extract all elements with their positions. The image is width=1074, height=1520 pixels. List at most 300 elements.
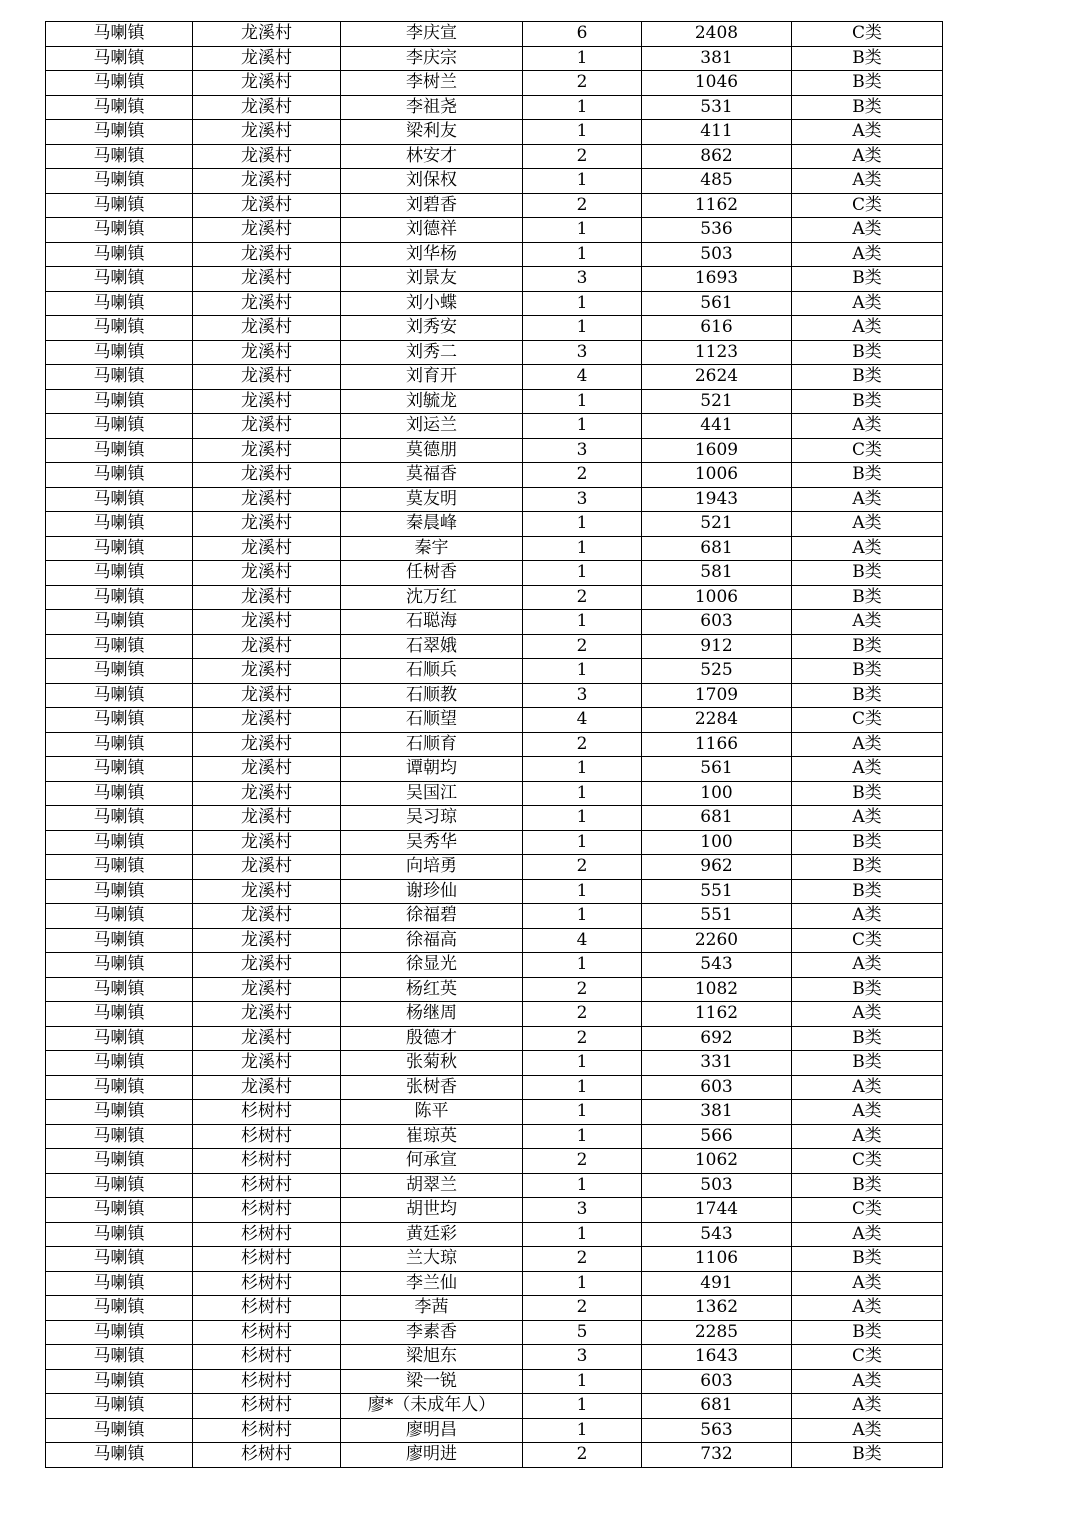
- household-size-cell: 2: [523, 1296, 642, 1321]
- table-row: [46, 1320, 943, 1345]
- household-size-cell: 2: [523, 1247, 642, 1272]
- amount-cell: 912: [642, 634, 792, 659]
- household-size-cell: 4: [523, 928, 642, 953]
- category-cell: C类: [792, 1345, 943, 1370]
- household-size-cell: 1: [523, 830, 642, 855]
- name-cell: 莫德朋: [341, 438, 523, 463]
- table-row: [46, 340, 943, 365]
- town-cell: 马喇镇: [46, 487, 193, 512]
- village-cell: 杉树村: [193, 1198, 341, 1223]
- amount-cell: 732: [642, 1443, 792, 1468]
- name-cell: 廖明昌: [341, 1418, 523, 1443]
- village-cell: 龙溪村: [193, 830, 341, 855]
- household-size-cell: 1: [523, 291, 642, 316]
- village-cell: 龙溪村: [193, 71, 341, 96]
- table-row: [46, 316, 943, 341]
- table-row: [46, 1296, 943, 1321]
- name-cell: 梁旭东: [341, 1345, 523, 1370]
- village-cell: 龙溪村: [193, 1051, 341, 1076]
- category-cell: B类: [792, 340, 943, 365]
- household-size-cell: 1: [523, 218, 642, 243]
- town-cell: 马喇镇: [46, 1222, 193, 1247]
- table-row: [46, 634, 943, 659]
- category-cell: C类: [792, 193, 943, 218]
- name-cell: 任树香: [341, 561, 523, 586]
- name-cell: 谢珍仙: [341, 879, 523, 904]
- category-cell: B类: [792, 659, 943, 684]
- amount-cell: 603: [642, 610, 792, 635]
- town-cell: 马喇镇: [46, 1026, 193, 1051]
- household-size-cell: 1: [523, 512, 642, 537]
- town-cell: 马喇镇: [46, 193, 193, 218]
- category-cell: A类: [792, 1222, 943, 1247]
- table-row: [46, 1198, 943, 1223]
- household-size-cell: 1: [523, 757, 642, 782]
- household-size-cell: 3: [523, 487, 642, 512]
- table-row: [46, 953, 943, 978]
- village-cell: 龙溪村: [193, 928, 341, 953]
- name-cell: 胡翠兰: [341, 1173, 523, 1198]
- household-size-cell: 2: [523, 1002, 642, 1027]
- name-cell: 刘保权: [341, 169, 523, 194]
- amount-cell: 1046: [642, 71, 792, 96]
- table-row: [46, 928, 943, 953]
- amount-cell: 1166: [642, 732, 792, 757]
- amount-cell: 692: [642, 1026, 792, 1051]
- town-cell: 马喇镇: [46, 1002, 193, 1027]
- village-cell: 龙溪村: [193, 855, 341, 880]
- table-row: [46, 659, 943, 684]
- village-cell: 杉树村: [193, 1100, 341, 1125]
- village-cell: 龙溪村: [193, 267, 341, 292]
- table-row: [46, 1369, 943, 1394]
- household-size-cell: 1: [523, 806, 642, 831]
- household-size-cell: 4: [523, 708, 642, 733]
- village-cell: 龙溪村: [193, 365, 341, 390]
- town-cell: 马喇镇: [46, 95, 193, 120]
- name-cell: 刘秀二: [341, 340, 523, 365]
- name-cell: 刘育开: [341, 365, 523, 390]
- town-cell: 马喇镇: [46, 71, 193, 96]
- name-cell: 张菊秋: [341, 1051, 523, 1076]
- name-cell: 李祖尧: [341, 95, 523, 120]
- amount-cell: 1693: [642, 267, 792, 292]
- household-size-cell: 1: [523, 781, 642, 806]
- category-cell: B类: [792, 683, 943, 708]
- amount-cell: 536: [642, 218, 792, 243]
- name-cell: 廖明进: [341, 1443, 523, 1468]
- village-cell: 龙溪村: [193, 120, 341, 145]
- amount-cell: 503: [642, 1173, 792, 1198]
- village-cell: 龙溪村: [193, 95, 341, 120]
- household-size-cell: 2: [523, 732, 642, 757]
- household-size-cell: 1: [523, 610, 642, 635]
- table-row: [46, 732, 943, 757]
- category-cell: B类: [792, 830, 943, 855]
- town-cell: 马喇镇: [46, 46, 193, 71]
- village-cell: 龙溪村: [193, 659, 341, 684]
- village-cell: 杉树村: [193, 1345, 341, 1370]
- town-cell: 马喇镇: [46, 1247, 193, 1272]
- category-cell: C类: [792, 22, 943, 47]
- name-cell: 刘碧香: [341, 193, 523, 218]
- table-row: [46, 512, 943, 537]
- village-cell: 杉树村: [193, 1394, 341, 1419]
- village-cell: 杉树村: [193, 1271, 341, 1296]
- name-cell: 向培勇: [341, 855, 523, 880]
- household-size-cell: 1: [523, 561, 642, 586]
- name-cell: 张树香: [341, 1075, 523, 1100]
- amount-cell: 563: [642, 1418, 792, 1443]
- town-cell: 马喇镇: [46, 855, 193, 880]
- village-cell: 龙溪村: [193, 977, 341, 1002]
- category-cell: A类: [792, 1296, 943, 1321]
- table-row: [46, 120, 943, 145]
- amount-cell: 381: [642, 1100, 792, 1125]
- table-row: [46, 757, 943, 782]
- town-cell: 马喇镇: [46, 953, 193, 978]
- amount-cell: 381: [642, 46, 792, 71]
- table-row: [46, 1026, 943, 1051]
- household-size-cell: 1: [523, 389, 642, 414]
- town-cell: 马喇镇: [46, 1345, 193, 1370]
- town-cell: 马喇镇: [46, 1320, 193, 1345]
- town-cell: 马喇镇: [46, 242, 193, 267]
- village-cell: 龙溪村: [193, 585, 341, 610]
- household-size-cell: 1: [523, 1418, 642, 1443]
- household-size-cell: 1: [523, 46, 642, 71]
- amount-cell: 603: [642, 1369, 792, 1394]
- category-cell: C类: [792, 438, 943, 463]
- household-size-cell: 1: [523, 169, 642, 194]
- category-cell: B类: [792, 95, 943, 120]
- household-size-cell: 1: [523, 1369, 642, 1394]
- name-cell: 李素香: [341, 1320, 523, 1345]
- name-cell: 杨红英: [341, 977, 523, 1002]
- amount-cell: 503: [642, 242, 792, 267]
- amount-cell: 551: [642, 879, 792, 904]
- village-cell: 龙溪村: [193, 610, 341, 635]
- table-row: [46, 855, 943, 880]
- category-cell: A类: [792, 536, 943, 561]
- data-sheet: [45, 21, 943, 1468]
- table-row: [46, 1075, 943, 1100]
- town-cell: 马喇镇: [46, 169, 193, 194]
- category-cell: C类: [792, 708, 943, 733]
- category-cell: A类: [792, 610, 943, 635]
- town-cell: 马喇镇: [46, 365, 193, 390]
- amount-cell: 531: [642, 95, 792, 120]
- amount-cell: 681: [642, 806, 792, 831]
- household-size-cell: 1: [523, 879, 642, 904]
- amount-cell: 1162: [642, 1002, 792, 1027]
- village-cell: 龙溪村: [193, 708, 341, 733]
- village-cell: 龙溪村: [193, 781, 341, 806]
- village-cell: 龙溪村: [193, 487, 341, 512]
- household-size-cell: 5: [523, 1320, 642, 1345]
- amount-cell: 525: [642, 659, 792, 684]
- household-size-cell: 2: [523, 71, 642, 96]
- category-cell: A类: [792, 1075, 943, 1100]
- amount-cell: 1362: [642, 1296, 792, 1321]
- table-row: [46, 708, 943, 733]
- table-row: [46, 291, 943, 316]
- category-cell: A类: [792, 414, 943, 439]
- amount-cell: 2260: [642, 928, 792, 953]
- category-cell: C类: [792, 928, 943, 953]
- village-cell: 龙溪村: [193, 242, 341, 267]
- household-size-cell: 2: [523, 1443, 642, 1468]
- table-row: [46, 585, 943, 610]
- table-row: [46, 610, 943, 635]
- amount-cell: 1609: [642, 438, 792, 463]
- village-cell: 杉树村: [193, 1149, 341, 1174]
- category-cell: B类: [792, 879, 943, 904]
- amount-cell: 100: [642, 830, 792, 855]
- amount-cell: 616: [642, 316, 792, 341]
- amount-cell: 603: [642, 1075, 792, 1100]
- category-cell: A类: [792, 218, 943, 243]
- name-cell: 刘德祥: [341, 218, 523, 243]
- amount-cell: 2408: [642, 22, 792, 47]
- table-row: [46, 806, 943, 831]
- amount-cell: 862: [642, 144, 792, 169]
- household-size-cell: 1: [523, 1051, 642, 1076]
- table-row: [46, 781, 943, 806]
- town-cell: 马喇镇: [46, 120, 193, 145]
- table-body: [46, 22, 943, 1468]
- name-cell: 石顺望: [341, 708, 523, 733]
- category-cell: A类: [792, 144, 943, 169]
- town-cell: 马喇镇: [46, 659, 193, 684]
- town-cell: 马喇镇: [46, 1271, 193, 1296]
- table-row: [46, 904, 943, 929]
- household-size-cell: 2: [523, 855, 642, 880]
- amount-cell: 561: [642, 757, 792, 782]
- name-cell: 李茜: [341, 1296, 523, 1321]
- household-size-cell: 1: [523, 316, 642, 341]
- household-size-cell: 1: [523, 659, 642, 684]
- name-cell: 吴习琼: [341, 806, 523, 831]
- town-cell: 马喇镇: [46, 879, 193, 904]
- name-cell: 兰大琼: [341, 1247, 523, 1272]
- name-cell: 刘秀安: [341, 316, 523, 341]
- household-size-cell: 4: [523, 365, 642, 390]
- town-cell: 马喇镇: [46, 683, 193, 708]
- assistance-table: [45, 21, 943, 1468]
- town-cell: 马喇镇: [46, 512, 193, 537]
- table-row: [46, 463, 943, 488]
- name-cell: 崔琼英: [341, 1124, 523, 1149]
- household-size-cell: 1: [523, 1394, 642, 1419]
- village-cell: 龙溪村: [193, 22, 341, 47]
- village-cell: 杉树村: [193, 1124, 341, 1149]
- village-cell: 龙溪村: [193, 683, 341, 708]
- village-cell: 龙溪村: [193, 512, 341, 537]
- table-row: [46, 218, 943, 243]
- household-size-cell: 1: [523, 536, 642, 561]
- town-cell: 马喇镇: [46, 1173, 193, 1198]
- name-cell: 梁一锐: [341, 1369, 523, 1394]
- name-cell: 沈万红: [341, 585, 523, 610]
- village-cell: 杉树村: [193, 1222, 341, 1247]
- amount-cell: 681: [642, 1394, 792, 1419]
- name-cell: 杨继周: [341, 1002, 523, 1027]
- household-size-cell: 3: [523, 267, 642, 292]
- amount-cell: 681: [642, 536, 792, 561]
- amount-cell: 1106: [642, 1247, 792, 1272]
- category-cell: A类: [792, 120, 943, 145]
- category-cell: B类: [792, 46, 943, 71]
- village-cell: 龙溪村: [193, 291, 341, 316]
- name-cell: 石聪海: [341, 610, 523, 635]
- table-row: [46, 1222, 943, 1247]
- name-cell: 徐福碧: [341, 904, 523, 929]
- table-row: [46, 144, 943, 169]
- household-size-cell: 3: [523, 1345, 642, 1370]
- amount-cell: 485: [642, 169, 792, 194]
- town-cell: 马喇镇: [46, 1124, 193, 1149]
- town-cell: 马喇镇: [46, 977, 193, 1002]
- village-cell: 龙溪村: [193, 1026, 341, 1051]
- name-cell: 莫福香: [341, 463, 523, 488]
- category-cell: A类: [792, 806, 943, 831]
- category-cell: A类: [792, 242, 943, 267]
- category-cell: A类: [792, 1002, 943, 1027]
- amount-cell: 1123: [642, 340, 792, 365]
- town-cell: 马喇镇: [46, 218, 193, 243]
- household-size-cell: 1: [523, 1075, 642, 1100]
- category-cell: C类: [792, 1198, 943, 1223]
- amount-cell: 1744: [642, 1198, 792, 1223]
- town-cell: 马喇镇: [46, 634, 193, 659]
- household-size-cell: 2: [523, 1149, 642, 1174]
- amount-cell: 521: [642, 512, 792, 537]
- amount-cell: 543: [642, 953, 792, 978]
- category-cell: B类: [792, 365, 943, 390]
- category-cell: B类: [792, 1026, 943, 1051]
- category-cell: A类: [792, 1369, 943, 1394]
- table-row: [46, 365, 943, 390]
- table-row: [46, 830, 943, 855]
- amount-cell: 1643: [642, 1345, 792, 1370]
- table-row: [46, 71, 943, 96]
- category-cell: B类: [792, 267, 943, 292]
- village-cell: 龙溪村: [193, 953, 341, 978]
- town-cell: 马喇镇: [46, 928, 193, 953]
- village-cell: 龙溪村: [193, 806, 341, 831]
- category-cell: B类: [792, 855, 943, 880]
- name-cell: 李庆宗: [341, 46, 523, 71]
- amount-cell: 962: [642, 855, 792, 880]
- amount-cell: 1709: [642, 683, 792, 708]
- name-cell: 谭朝均: [341, 757, 523, 782]
- category-cell: A类: [792, 291, 943, 316]
- town-cell: 马喇镇: [46, 904, 193, 929]
- village-cell: 龙溪村: [193, 1002, 341, 1027]
- table-row: [46, 1173, 943, 1198]
- amount-cell: 1006: [642, 585, 792, 610]
- table-row: [46, 487, 943, 512]
- town-cell: 马喇镇: [46, 757, 193, 782]
- name-cell: 吴国江: [341, 781, 523, 806]
- household-size-cell: 2: [523, 463, 642, 488]
- name-cell: 莫友明: [341, 487, 523, 512]
- town-cell: 马喇镇: [46, 22, 193, 47]
- village-cell: 龙溪村: [193, 757, 341, 782]
- village-cell: 杉树村: [193, 1369, 341, 1394]
- town-cell: 马喇镇: [46, 1369, 193, 1394]
- name-cell: 陈平: [341, 1100, 523, 1125]
- category-cell: B类: [792, 463, 943, 488]
- category-cell: A类: [792, 1271, 943, 1296]
- table-row: [46, 414, 943, 439]
- table-row: [46, 977, 943, 1002]
- name-cell: 徐显光: [341, 953, 523, 978]
- category-cell: B类: [792, 977, 943, 1002]
- table-row: [46, 1051, 943, 1076]
- household-size-cell: 3: [523, 1198, 642, 1223]
- amount-cell: 521: [642, 389, 792, 414]
- household-size-cell: 2: [523, 1026, 642, 1051]
- town-cell: 马喇镇: [46, 1198, 193, 1223]
- town-cell: 马喇镇: [46, 267, 193, 292]
- table-row: [46, 438, 943, 463]
- name-cell: 石顺教: [341, 683, 523, 708]
- name-cell: 刘华杨: [341, 242, 523, 267]
- category-cell: B类: [792, 1320, 943, 1345]
- table-row: [46, 1100, 943, 1125]
- village-cell: 龙溪村: [193, 904, 341, 929]
- village-cell: 龙溪村: [193, 46, 341, 71]
- category-cell: A类: [792, 487, 943, 512]
- household-size-cell: 1: [523, 1173, 642, 1198]
- town-cell: 马喇镇: [46, 463, 193, 488]
- town-cell: 马喇镇: [46, 1051, 193, 1076]
- amount-cell: 441: [642, 414, 792, 439]
- town-cell: 马喇镇: [46, 1394, 193, 1419]
- amount-cell: 543: [642, 1222, 792, 1247]
- household-size-cell: 3: [523, 683, 642, 708]
- table-row: [46, 683, 943, 708]
- table-row: [46, 879, 943, 904]
- village-cell: 龙溪村: [193, 169, 341, 194]
- town-cell: 马喇镇: [46, 536, 193, 561]
- town-cell: 马喇镇: [46, 830, 193, 855]
- village-cell: 杉树村: [193, 1173, 341, 1198]
- table-row: [46, 1124, 943, 1149]
- town-cell: 马喇镇: [46, 291, 193, 316]
- category-cell: B类: [792, 561, 943, 586]
- town-cell: 马喇镇: [46, 781, 193, 806]
- category-cell: B类: [792, 585, 943, 610]
- table-row: [46, 1271, 943, 1296]
- category-cell: A类: [792, 1100, 943, 1125]
- table-row: [46, 1247, 943, 1272]
- town-cell: 马喇镇: [46, 1100, 193, 1125]
- name-cell: 秦宇: [341, 536, 523, 561]
- name-cell: 吴秀华: [341, 830, 523, 855]
- village-cell: 龙溪村: [193, 1075, 341, 1100]
- category-cell: A类: [792, 512, 943, 537]
- table-row: [46, 169, 943, 194]
- category-cell: B类: [792, 389, 943, 414]
- name-cell: 刘毓龙: [341, 389, 523, 414]
- table-row: [46, 1345, 943, 1370]
- table-row: [46, 1149, 943, 1174]
- village-cell: 龙溪村: [193, 389, 341, 414]
- town-cell: 马喇镇: [46, 610, 193, 635]
